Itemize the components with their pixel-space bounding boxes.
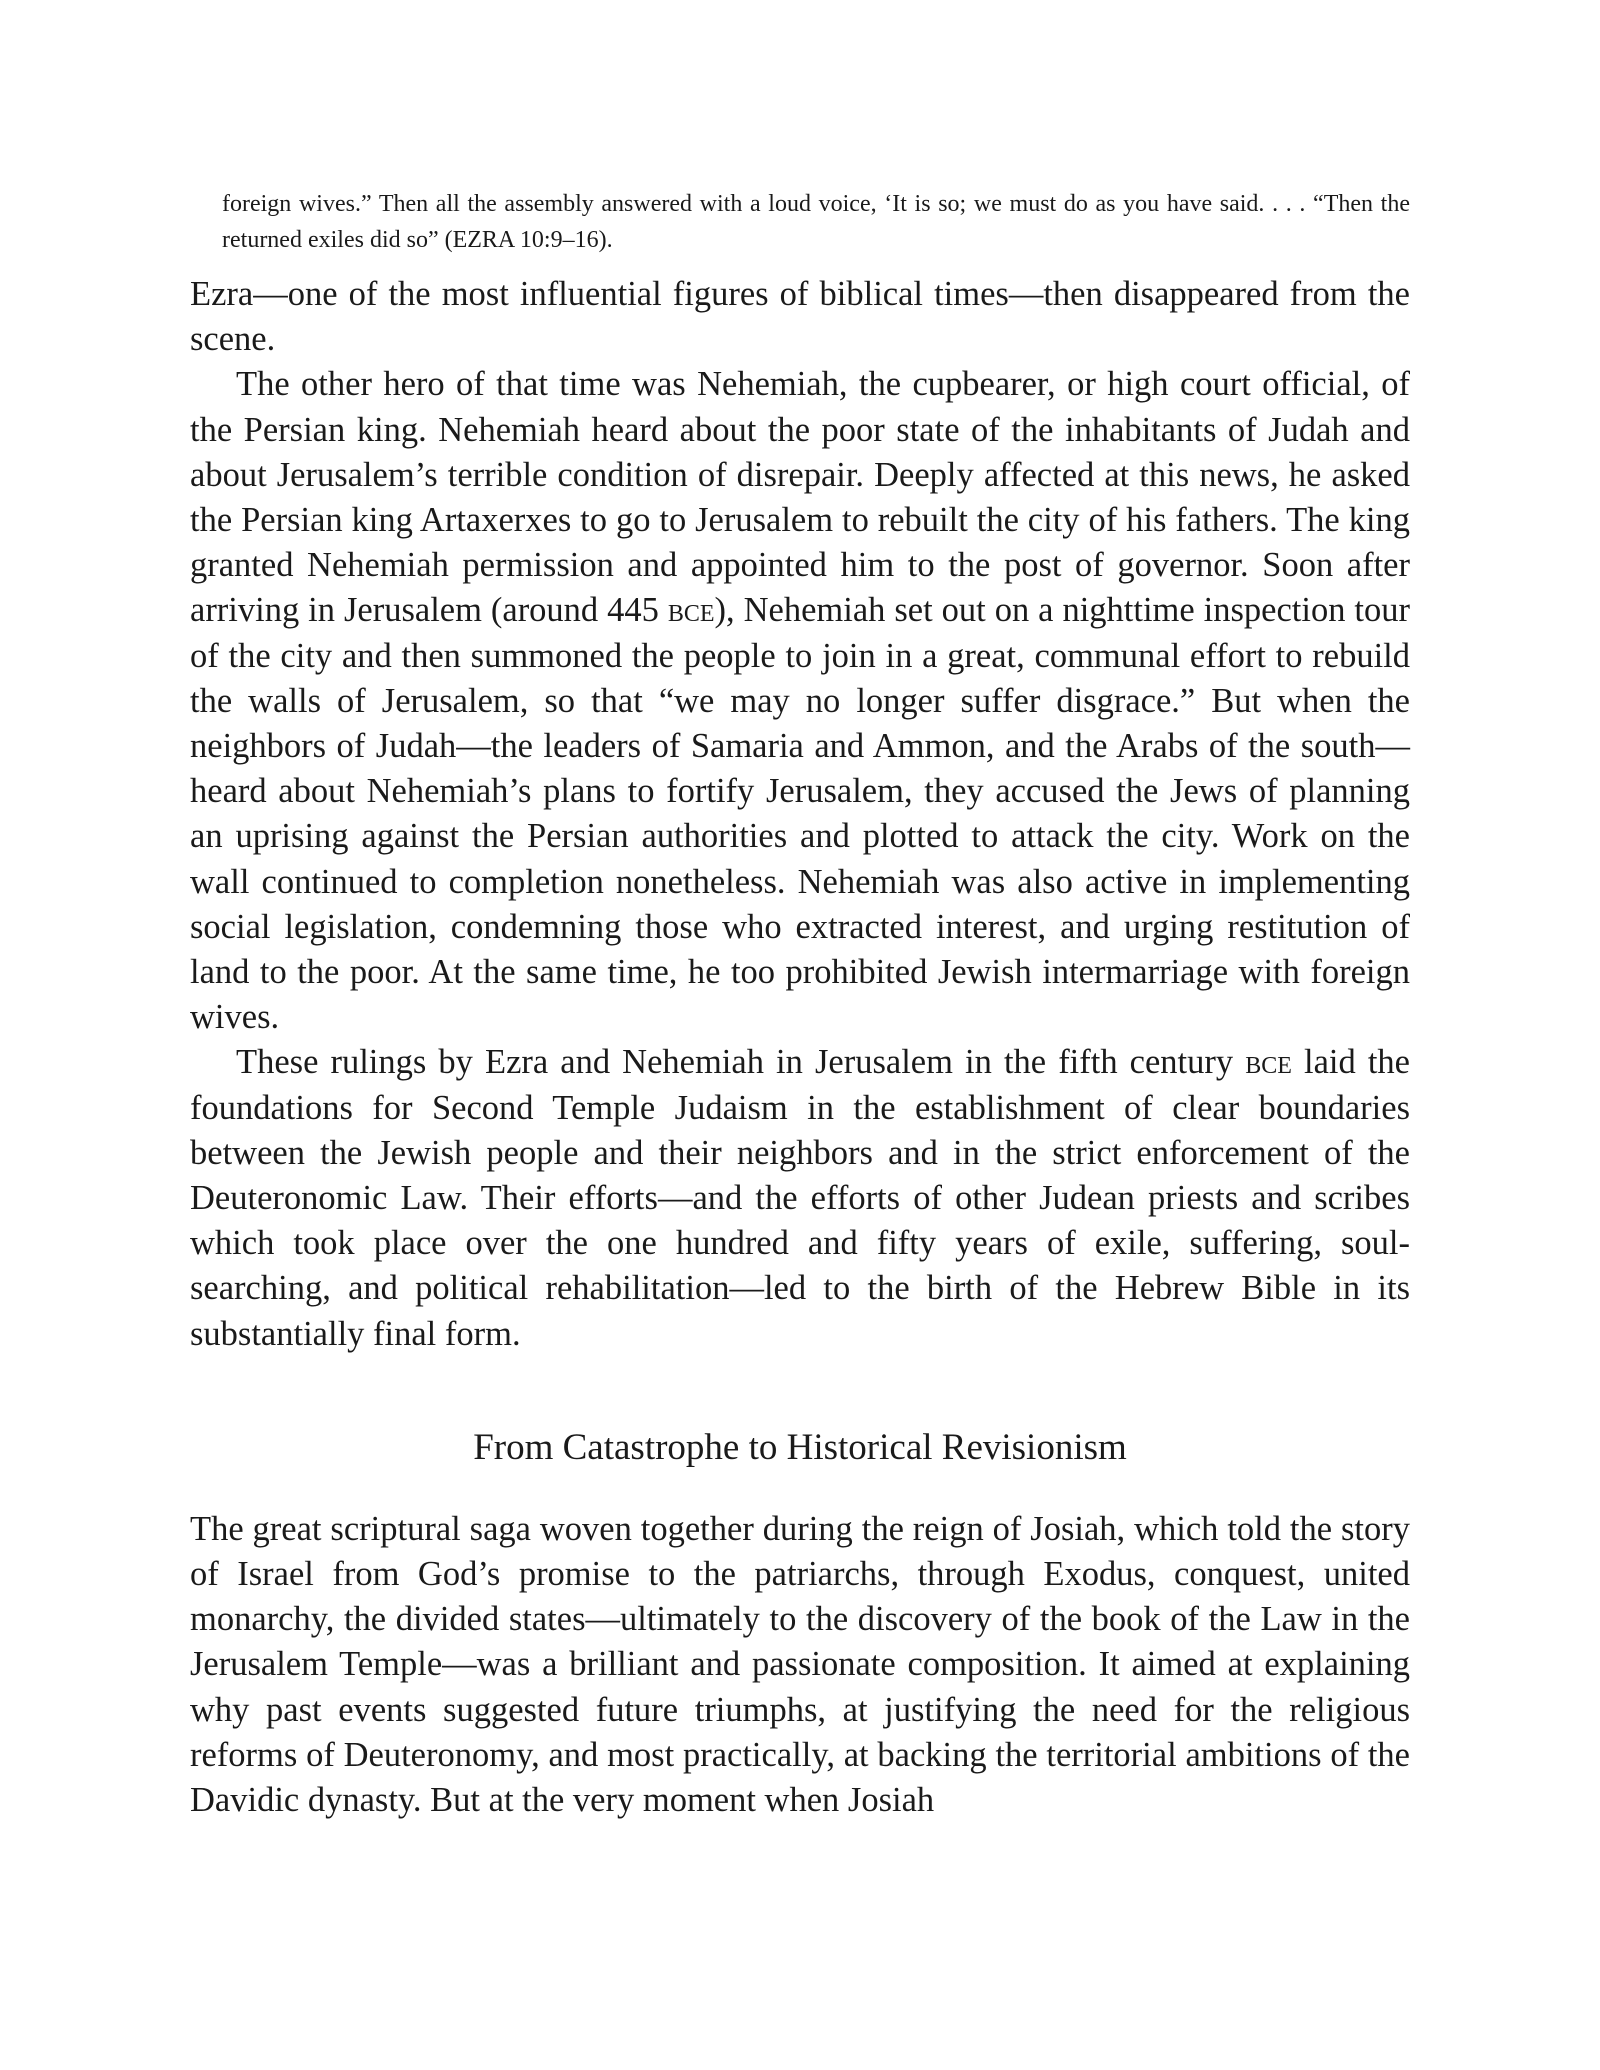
section-heading: From Catastrophe to Historical Revisionism bbox=[473, 1426, 1127, 1468]
paragraph-nehemiah bbox=[190, 362, 1410, 1040]
paragraph-nehemiah-text-a: The other hero of that time was Nehemiah, the cupbearer, or high court official, of the Persian king. Nehemiah heard about the poor state of the inhabitants of Judah and about Jerusalem’s terrible condition of disrepair. Deeply affected at this news, he asked the Persian king Artaxerxes to go to Jerusalem to rebuilt the city of his fathers. The king granted Nehemiah permission and appointed him to the post of governor. Soon after arriving in Jerusalem (around 445 bbox=[190, 365, 1410, 630]
page-body bbox=[190, 186, 1410, 1823]
era-abbreviation: bce bbox=[1245, 1044, 1292, 1082]
era-abbreviation: bce bbox=[667, 592, 715, 630]
block-quote: foreign wives.” Then all the assembly answered with a loud voice, ‘It is so; we must do as you have said. . . . “Then the returned exiles did so” (EZRA 10:9–16). bbox=[222, 191, 1410, 253]
paragraph-rulings bbox=[190, 1040, 1410, 1356]
paragraph-rulings-text-a: These rulings by Ezra and Nehemiah in Jerusalem in the fifth century bbox=[236, 1043, 1246, 1082]
paragraph-scriptural-saga: The great scriptural saga woven together during the reign of Josiah, which told the story of Israel from God’s promise to the patriarchs, through Exodus, conquest, united monarchy, the divided states—ultimately to the discovery of the book of the Law in the Jerusalem Temple—was a brilliant and passionate composition. It aimed at explaining why past events suggested future triumphs, at justifying the need for the religious reforms of Deuteronomy, and most practically, at backing the territorial ambitions of the Davidic dynasty. But at the very moment when Josiah bbox=[190, 1509, 1410, 1820]
paragraph-nehemiah-text-b: ), Nehemiah set out on a nighttime inspection tour of the city and then summoned the people to join in a great, communal effort to rebuild the walls of Jerusalem, so that “we may no longer suffer disgrace.” But when the neighbors of Judah—the leaders of Samaria and Ammon, and the Arabs of the south—heard about Nehemiah’s plans to fortify Jerusalem, they accused the Jews of planning an uprising against the Persian authorities and plotted to attack the city. Work on the wall continued to completion nonetheless. Nehemiah was also active in implementing social legislation, condemning those who extracted interest, and urging restitution of land to the poor. At the same time, he too prohibited Jewish intermarriage with foreign wives. bbox=[190, 591, 1410, 1037]
paragraph-ezra: Ezra—one of the most influential figures of biblical times—then disappeared from the scene. bbox=[190, 275, 1410, 359]
paragraph-rulings-text-b: laid the foundations for Second Temple Judaism in the establishment of clear boundaries between the Jewish people and their neighbors and in the strict enforcement of the Deuteronomic Law. Their efforts—and the efforts of other Judean priests and scribes which took place over the one hundred and fifty years of exile, suffering, soul-searching, and political rehabilitation—led to the birth of the Hebrew Bible in its substantially final form. bbox=[190, 1043, 1410, 1353]
